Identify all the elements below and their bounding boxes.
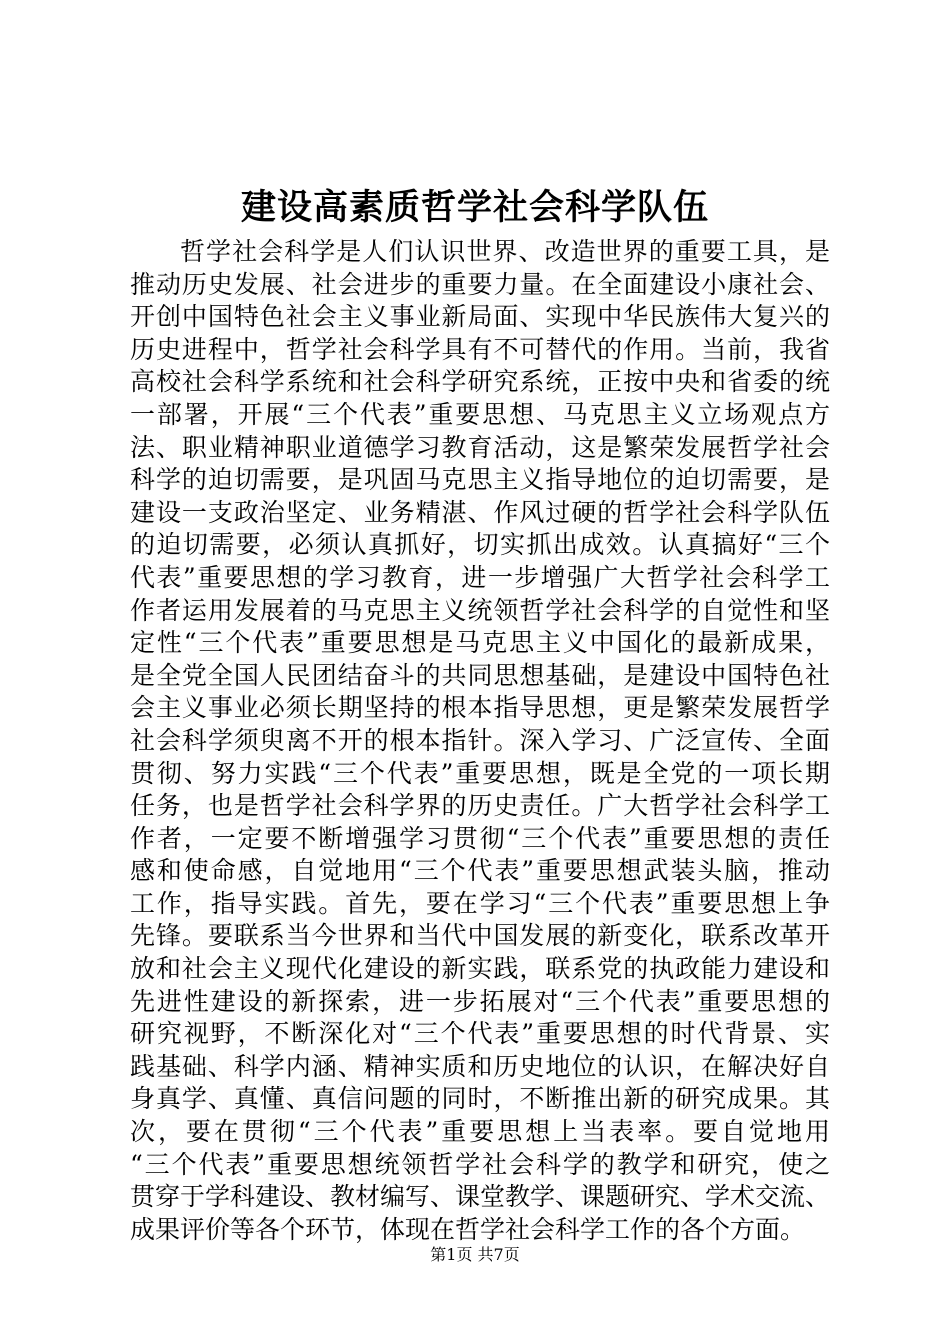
text-line: 是全党全国人民团结奋斗的共同思想基础，是建设中国特色社 (130, 660, 830, 690)
text-line: 工作，指导实践。首先，要在学习“三个代表”重要思想上争 (130, 888, 830, 918)
text-line: 践基础、科学内涵、精神实质和历史地位的认识，在解决好自 (130, 1051, 830, 1081)
text-line: 推动历史发展、社会进步的重要力量。在全面建设小康社会、 (130, 269, 830, 299)
text-line: 贯彻、努力实践“三个代表”重要思想，既是全党的一项长期 (130, 758, 830, 788)
text-line: 法、职业精神职业道德学习教育活动，这是繁荣发展哲学社会 (130, 432, 830, 462)
document-title: 建设高素质哲学社会科学队伍 (240, 188, 709, 228)
text-line: 先进性建设的新探索，进一步拓展对“三个代表”重要思想的 (130, 986, 830, 1016)
text-line: 放和社会主义现代化建设的新实践，联系党的执政能力建设和 (130, 954, 830, 984)
text-line: 贯穿于学科建设、教材编写、课堂教学、课题研究、学术交流、 (130, 1182, 831, 1212)
text-line: 历史进程中，哲学社会科学具有不可替代的作用。当前，我省 (130, 334, 830, 364)
text-line: 次，要在贯彻“三个代表”重要思想上当表率。要自觉地用 (130, 1117, 830, 1147)
text-line: 代表”重要思想的学习教育，进一步增强广大哲学社会科学工 (130, 562, 830, 592)
text-line: 定性“三个代表”重要思想是马克思主义中国化的最新成果， (130, 628, 830, 658)
text-line: 感和使命感，自觉地用“三个代表”重要思想武装头脑，推动 (130, 856, 830, 886)
text-line: 作者，一定要不断增强学习贯彻“三个代表”重要思想的责任 (130, 823, 830, 853)
page-number: 第1页 共7页 (430, 1245, 520, 1264)
text-line: 成果评价等各个环节，体现在哲学社会科学工作的各个方面。 (130, 1214, 806, 1244)
text-line: 任务，也是哲学社会科学界的历史责任。广大哲学社会科学工 (130, 791, 830, 821)
text-line: 开创中国特色社会主义事业新局面、实现中华民族伟大复兴的 (130, 302, 830, 332)
text-line: 高校社会科学系统和社会科学研究系统，正按中央和省委的统 (130, 367, 830, 397)
text-line: 研究视野，不断深化对“三个代表”重要思想的时代背景、实 (130, 1019, 830, 1049)
text-line: 的迫切需要，必须认真抓好，切实抓出成效。认真搞好“三个 (130, 530, 830, 560)
text-line: 社会科学须臾离不开的根本指针。深入学习、广泛宣传、全面 (130, 725, 830, 755)
text-line: 科学的迫切需要，是巩固马克思主义指导地位的迫切需要，是 (130, 465, 830, 495)
text-line: 哲学社会科学是人们认识世界、改造世界的重要工具，是 (180, 237, 830, 266)
text-line: 先锋。要联系当今世界和当代中国发展的新变化，联系改革开 (130, 921, 830, 951)
body-paragraph (130, 236, 830, 1246)
text-line: 会主义事业必须长期坚持的根本指导思想，更是繁荣发展哲学 (130, 693, 830, 723)
text-line: 一部署，开展“三个代表”重要思想、马克思主义立场观点方 (130, 399, 830, 429)
text-line: “三个代表”重要思想统领哲学社会科学的教学和研究，使之 (130, 1149, 830, 1179)
text-line: 作者运用发展着的马克思主义统领哲学社会科学的自觉性和坚 (130, 595, 830, 625)
text-line: 身真学、真懂、真信问题的同时，不断推出新的研究成果。其 (130, 1084, 830, 1114)
text-line: 建设一支政治坚定、业务精湛、作风过硬的哲学社会科学队伍 (130, 497, 830, 527)
